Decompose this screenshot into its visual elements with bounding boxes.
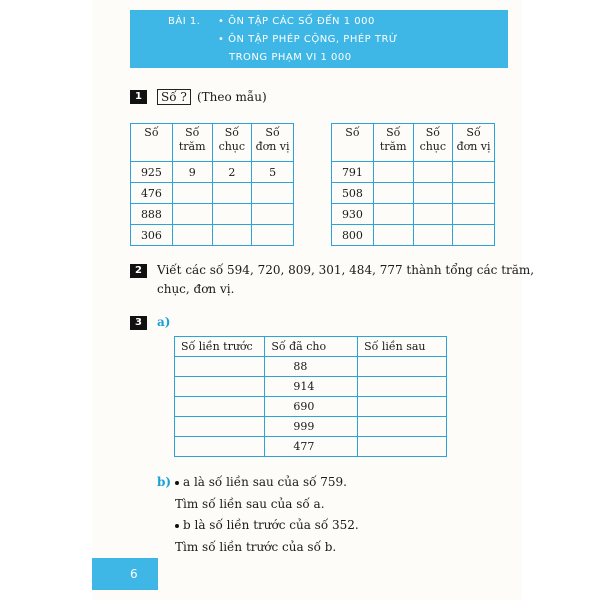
table-cell[interactable]: [413, 204, 453, 225]
bullet-icon: [175, 481, 179, 485]
lesson-title-line-3: TRONG PHẠM VI 1 000: [229, 52, 352, 63]
table-cell[interactable]: [252, 183, 294, 204]
table-row: [332, 204, 495, 225]
exercise-3-b2-statement: b là số liền trước của số 352.: [183, 518, 359, 532]
table-cell[interactable]: [358, 357, 447, 377]
table-row: [175, 417, 447, 437]
lesson-title-line-2: • ÔN TẬP PHÉP CỘNG, PHÉP TRỪ: [218, 34, 398, 45]
table-cell[interactable]: [172, 225, 212, 246]
table-cell[interactable]: [453, 204, 495, 225]
table-cell: 88: [265, 357, 358, 377]
table-cell[interactable]: [172, 204, 212, 225]
header-cell: Số: [332, 124, 374, 162]
table-header-row: [131, 124, 294, 162]
table-cell: 925: [131, 162, 173, 183]
table-cell[interactable]: [413, 225, 453, 246]
table-cell[interactable]: [358, 437, 447, 457]
table-cell[interactable]: [212, 183, 252, 204]
exercise-1-note: (Theo mẫu): [197, 90, 267, 104]
table-cell[interactable]: [212, 225, 252, 246]
exercise-1-left-table: [130, 123, 294, 246]
exercise-1-boxed-prompt: Số ?: [157, 89, 191, 105]
table-cell[interactable]: [172, 183, 212, 204]
table-cell[interactable]: [358, 377, 447, 397]
bullet-icon: [175, 524, 179, 528]
table-cell: 888: [131, 204, 173, 225]
header-cell: Số chục: [212, 124, 252, 162]
table-cell[interactable]: [252, 204, 294, 225]
table-cell[interactable]: [373, 225, 413, 246]
table-cell: 800: [332, 225, 374, 246]
exercise-3-part-b-label: b): [157, 475, 172, 489]
exercise-3-part-a-label: a): [157, 315, 171, 329]
table-row: [131, 225, 294, 246]
table-cell: 930: [332, 204, 374, 225]
table-header-row: [332, 124, 495, 162]
table-cell: 476: [131, 183, 173, 204]
table-cell: 306: [131, 225, 173, 246]
table-cell[interactable]: [453, 183, 495, 204]
table-cell: 791: [332, 162, 374, 183]
header-cell: Số liền sau: [358, 337, 447, 357]
table-cell[interactable]: [175, 417, 265, 437]
table-header-row: [175, 337, 447, 357]
table-row: [175, 377, 447, 397]
table-row: [332, 183, 495, 204]
header-cell: Số liền trước: [175, 337, 265, 357]
table-cell[interactable]: [212, 204, 252, 225]
table-cell[interactable]: [453, 162, 495, 183]
exercise-3-number: 3: [130, 316, 147, 330]
table-row: [131, 183, 294, 204]
exercise-3-b2-task: Tìm số liền trước của số b.: [175, 540, 337, 554]
table-cell[interactable]: [453, 225, 495, 246]
page-number: 6: [130, 567, 138, 581]
table-row: [175, 437, 447, 457]
lesson-number: BÀI 1.: [168, 16, 201, 27]
table-cell: 508: [332, 183, 374, 204]
header-cell: Số chục: [413, 124, 453, 162]
exercise-1-number: 1: [130, 90, 147, 104]
exercise-3-b1-task: Tìm số liền sau của số a.: [175, 497, 325, 511]
table-cell[interactable]: [373, 204, 413, 225]
table-cell[interactable]: [252, 225, 294, 246]
exercise-2-text-line-1: Viết các số 594, 720, 809, 301, 484, 777 thành tổng các trăm,: [157, 263, 535, 277]
table-cell: 477: [265, 437, 358, 457]
table-cell[interactable]: [373, 162, 413, 183]
page-number-tab: [92, 558, 158, 590]
lesson-title-line-1: • ÔN TẬP CÁC SỐ ĐẾN 1 000: [218, 16, 375, 27]
exercise-3-table: [174, 336, 447, 457]
exercise-2-number: 2: [130, 264, 147, 278]
table-cell[interactable]: [358, 417, 447, 437]
table-cell: 914: [265, 377, 358, 397]
table-cell[interactable]: [358, 397, 447, 417]
table-cell: 9: [172, 162, 212, 183]
exercise-2-text-line-2: chục, đơn vị.: [157, 282, 235, 296]
lesson-header-banner: [130, 10, 508, 68]
header-cell: Số: [131, 124, 173, 162]
table-cell[interactable]: [175, 357, 265, 377]
table-cell: 2: [212, 162, 252, 183]
header-cell: Số đơn vị: [453, 124, 495, 162]
table-row: [131, 204, 294, 225]
table-cell[interactable]: [175, 397, 265, 417]
table-row: [332, 162, 495, 183]
exercise-1-right-table: [331, 123, 495, 246]
table-row: [131, 162, 294, 183]
table-cell[interactable]: [175, 377, 265, 397]
table-cell: 5: [252, 162, 294, 183]
table-row: [175, 397, 447, 417]
table-cell[interactable]: [413, 183, 453, 204]
table-cell: 690: [265, 397, 358, 417]
header-cell: Số trăm: [373, 124, 413, 162]
header-cell: Số đơn vị: [252, 124, 294, 162]
exercise-3-b1-statement: a là số liền sau của số 759.: [183, 475, 347, 489]
table-cell[interactable]: [413, 162, 453, 183]
table-cell: 999: [265, 417, 358, 437]
header-cell: Số đã cho: [265, 337, 358, 357]
table-row: [175, 357, 447, 377]
table-row: [332, 225, 495, 246]
table-cell[interactable]: [175, 437, 265, 457]
header-cell: Số trăm: [172, 124, 212, 162]
table-cell[interactable]: [373, 183, 413, 204]
